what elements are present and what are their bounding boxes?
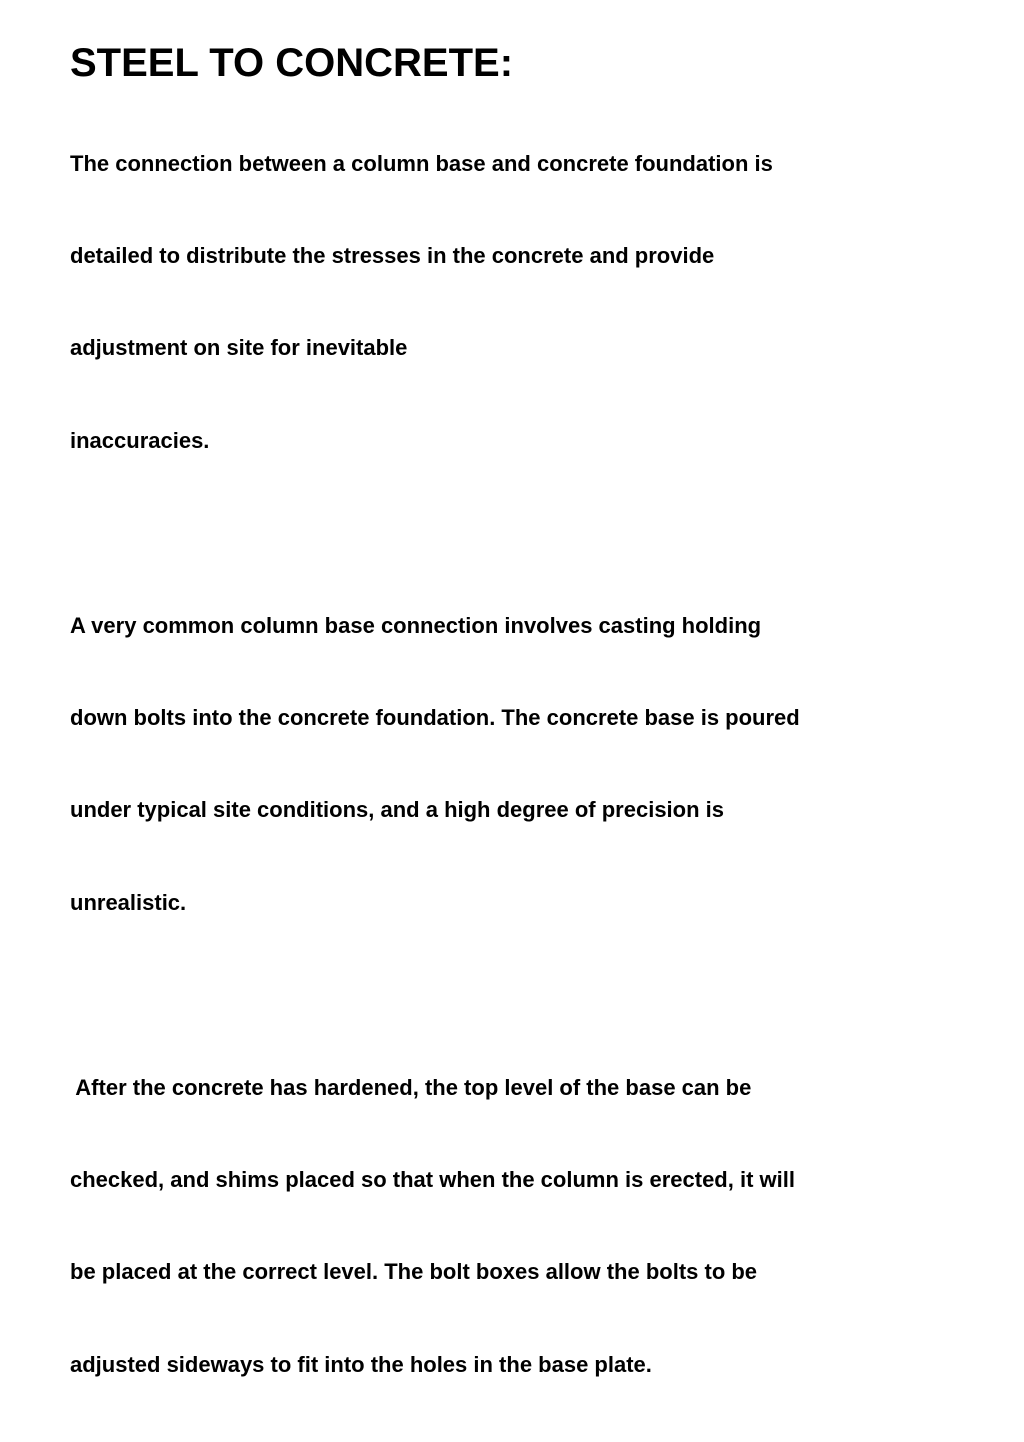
paragraph-spacer	[70, 980, 970, 1011]
paragraph-line: adjusted sideways to fit into the holes in the base plate.	[70, 1351, 652, 1377]
paragraph-line: detailed to distribute the stresses in the concrete and provide	[70, 242, 715, 268]
paragraph-line: under typical site conditions, and a high degree of precision is	[70, 797, 725, 823]
paragraph-line: be placed at the correct level. The bolt boxes allow the bolts to be	[70, 1259, 758, 1285]
paragraph-shims	[70, 1011, 970, 1442]
paragraph-line: A very common column base connection involves casting holding	[70, 612, 762, 638]
paragraph-spacer	[70, 518, 970, 549]
slide-body	[70, 87, 970, 1442]
paragraph-line: After the concrete has hardened, the top level of the base can be	[70, 1074, 752, 1100]
paragraph-line: unrealistic.	[70, 889, 187, 915]
paragraph-line: adjustment on site for inevitable	[70, 335, 408, 361]
paragraph-line: inaccuracies.	[70, 427, 210, 453]
paragraph-line: down bolts into the concrete foundation. The concrete base is poured	[70, 704, 800, 730]
slide-title: STEEL TO CONCRETE:	[70, 41, 514, 85]
paragraph-intro	[70, 87, 970, 518]
paragraph-line: checked, and shims placed so that when the column is erected, it will	[70, 1166, 795, 1192]
paragraph-line: The connection between a column base and concrete foundation is	[70, 150, 773, 176]
paragraph-holding-bolts	[70, 549, 970, 980]
